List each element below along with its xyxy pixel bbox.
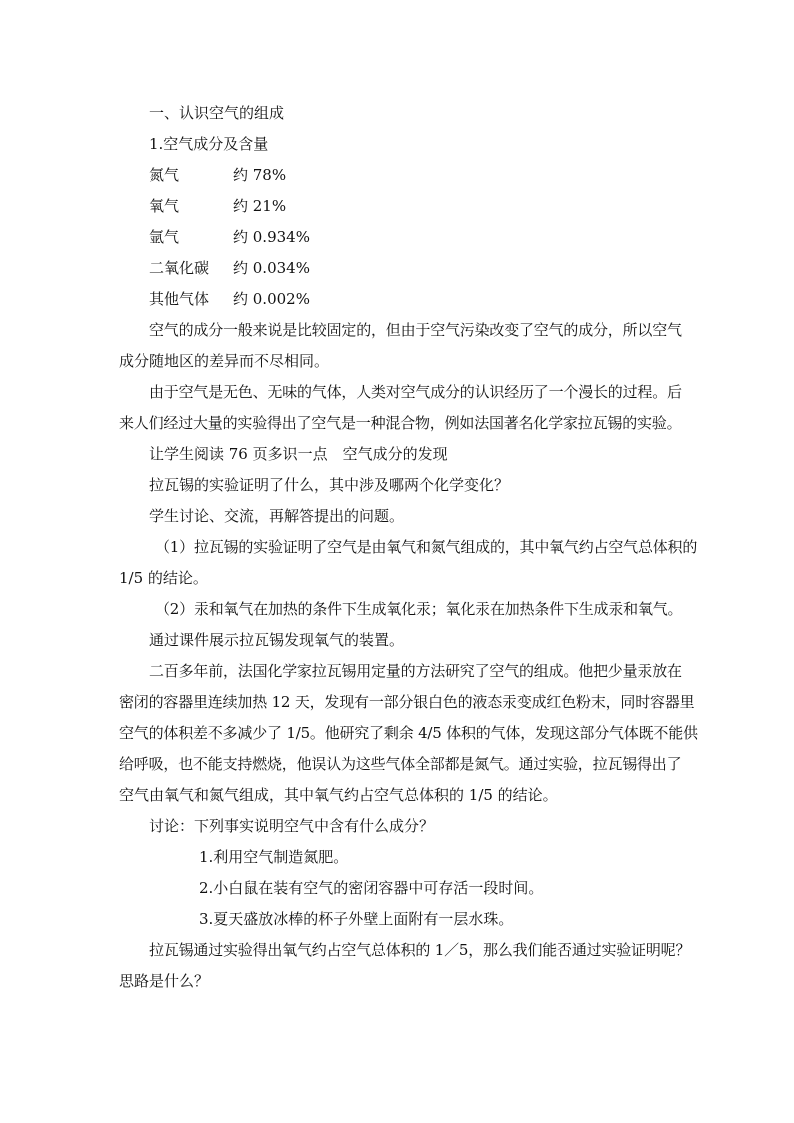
paragraph-line: 思路是什么？ [119, 972, 210, 990]
paragraph-line: 空气的成分一般来说是比较固定的，但由于空气污染改变了空气的成分，所以空气 [149, 321, 682, 339]
question-line: 拉瓦锡的实验证明了什么，其中涉及哪两个化学变化？ [149, 476, 510, 494]
paragraph-line: 学生讨论、交流，再解答提出的问题。 [149, 507, 405, 525]
paragraph-line: 通过课件展示拉瓦锡发现氧气的装置。 [149, 631, 405, 649]
paragraph-line: 让学生阅读 76 页多识一点 空气成分的发现 [149, 445, 448, 463]
component-value: 约 78% [233, 166, 287, 184]
paragraph-line: 二百多年前，法国化学家拉瓦锡用定量的方法研究了空气的组成。他把少量汞放在 [149, 662, 682, 680]
document-body [119, 98, 698, 997]
component-name: 氧气 [149, 197, 180, 215]
list-item: 3.夏天盛放冰棒的杯子外壁上面附有一层水珠。 [199, 910, 514, 928]
answer-line: （2）汞和氧气在加热的条件下生成氧化汞；氧化汞在加热条件下生成汞和氧气。 [155, 600, 683, 618]
component-row [119, 222, 674, 253]
component-row [119, 253, 674, 284]
discussion-prompt: 讨论：下列事实说明空气中含有什么成分？ [149, 817, 435, 835]
component-value: 约 0.034% [233, 259, 310, 277]
component-value: 约 0.934% [233, 228, 310, 246]
paragraph-line: 给呼吸，也不能支持燃烧，他误认为这些气体全部都是氮气。通过实验，拉瓦锡得出了 [119, 755, 682, 773]
paragraph-line: 拉瓦锡通过实验得出氧气约占空气总体积的 1／5，那么我们能否通过实验证明呢？ [149, 941, 691, 959]
component-name: 氮气 [149, 166, 180, 184]
component-value: 约 0.002% [233, 290, 310, 308]
component-name: 二氧化碳 [149, 259, 210, 277]
paragraph-line: 空气由氧气和氮气组成，其中氧气约占空气总体积的 1/5 的结论。 [119, 786, 558, 804]
subsection-heading: 1.空气成分及含量 [149, 135, 269, 153]
component-name: 氩气 [149, 228, 180, 246]
component-value: 约 21% [233, 197, 287, 215]
paragraph-line: 密闭的容器里连续加热 12 天，发现有一部分银白色的液态汞变成红色粉末，同时容器里 [119, 693, 695, 711]
section-heading: 一、认识空气的组成 [149, 104, 285, 122]
component-row [119, 191, 674, 222]
paragraph-line: 成分随地区的差异而不尽相同。 [119, 352, 330, 370]
paragraph-line: 由于空气是无色、无味的气体，人类对空气成分的认识经历了一个漫长的过程。后 [149, 383, 682, 401]
component-row [119, 160, 674, 191]
answer-line: 1/5 的结论。 [119, 569, 208, 587]
list-item: 1.利用空气制造氮肥。 [199, 848, 349, 866]
answer-line: （1）拉瓦锡的实验证明了空气是由氧气和氮气组成的，其中氧气约占空气总体积的 [155, 538, 698, 556]
component-row [119, 284, 674, 315]
paragraph-line: 来人们经过大量的实验得出了空气是一种混合物，例如法国著名化学家拉瓦锡的实验。 [119, 414, 682, 432]
paragraph-line: 空气的体积差不多减少了 1/5。他研究了剩余 4/5 体积的气体，发现这部分气体既不能供 [119, 724, 698, 742]
list-item: 2.小白鼠在装有空气的密闭容器中可存活一段时间。 [199, 879, 544, 897]
component-name: 其他气体 [149, 290, 210, 308]
